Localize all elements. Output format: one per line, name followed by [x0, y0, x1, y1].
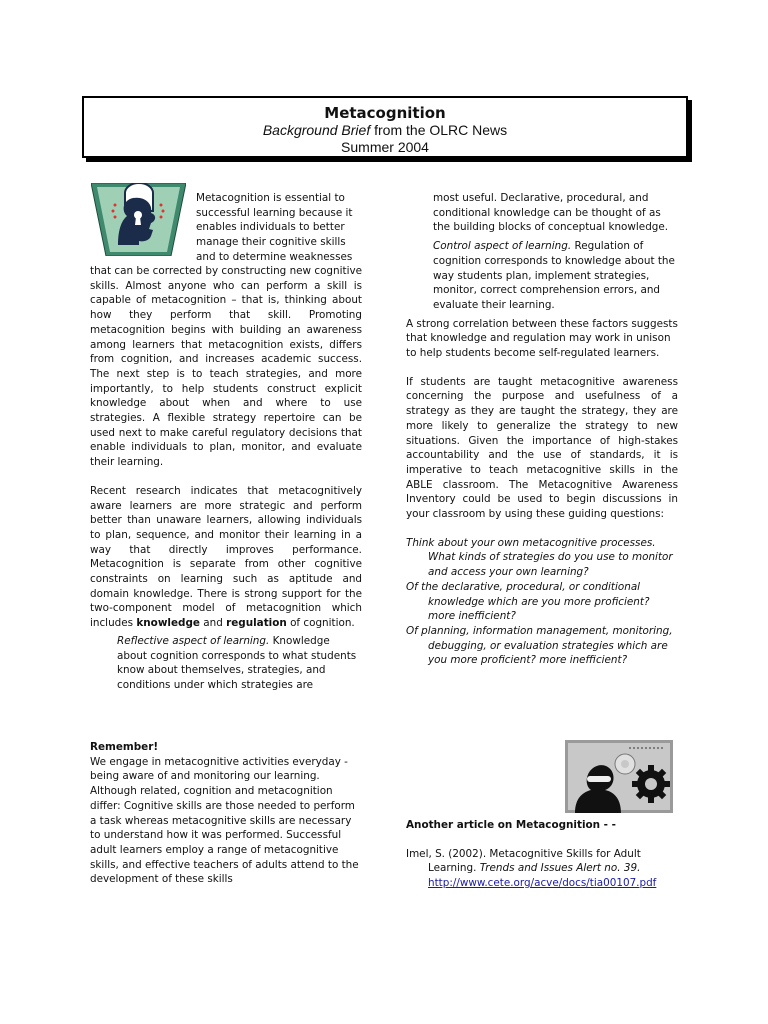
control-paragraph: [406, 239, 678, 313]
reference-link[interactable]: http://www.cete.org/acve/docs/tia00107.pdf: [428, 877, 657, 890]
remember-heading: Remember!: [90, 741, 159, 753]
head-keyhole-icon: [91, 183, 186, 256]
control-label: Control aspect of learning.: [433, 240, 572, 253]
subtitle-rest: from the OLRC News: [370, 122, 508, 138]
remember-text: We engage in metacognitive activities everyday - being aware of and monitoring our learning. Although related, cognition and metacognition differ: Cognitive skills are those needed to perform a task whereas metacognitive skills are necessary to understand how it was performed. Successful adult learners employ a range of metacognitive skills, and effective teachers of adults attend to the development of these skills: [90, 755, 359, 886]
question-item: Of the declarative, procedural, or conditional knowledge which are you more proficient? more inefficient?: [406, 580, 650, 623]
reference-entry: [406, 847, 686, 891]
remember-box: [90, 740, 362, 887]
research-paragraph: [90, 484, 362, 631]
research-end: of cognition.: [286, 617, 355, 630]
question-item: Think about your own metacognitive processes.: [406, 536, 656, 549]
reflective-text: Knowledge about cognition corresponds to what students know about themselves, strategies, and conditions under which strategies are: [117, 634, 357, 691]
page-title: Metacognition: [324, 104, 446, 122]
intro-line: and to determine weaknesses: [196, 250, 353, 263]
bold-knowledge: knowledge: [136, 617, 200, 630]
reflective-label: Reflective aspect of learning.: [117, 634, 270, 647]
left-column: [90, 264, 362, 693]
reference-series: Trends and Issues Alert no. 39.: [479, 862, 641, 875]
subtitle-italic: Background Brief: [262, 122, 371, 138]
intro-wrap: [196, 191, 362, 265]
question-item: What kinds of strategies do you use to monitor and access your own learning?: [428, 551, 673, 579]
question-item: Of planning, information management, monitoring, debugging, or evaluation strategies which are you more proficient? more inefficient?: [406, 624, 673, 667]
header-box: [82, 96, 688, 158]
correlation-paragraph: A strong correlation between these factors suggests that knowledge and regulation may work in unison to help students become self-regulated learners.: [406, 317, 678, 360]
right-column: [406, 191, 678, 668]
awareness-paragraph: If students are taught metacognitive awareness concerning the purpose and usefulness of a strategy as they are taught the strategy, they are more likely to generalize the strategy to new situations. Given the importance of high-stakes accountability and the use of standards, it is imperative to teach metacognitive skills in the ABLE classroom. The Metacognitive Awareness Inventory could be used to begin discussions in your classroom by using these guiding questions:: [406, 375, 678, 521]
intro-paragraph-rest: that can be corrected by constructing new cognitive skills. Almost anyone who can perform a skill is capable of metacognition – that is, thinking about how they perform that skill. Promoting metacognition begins with building an awareness among learners that metacognition exists, differs from cognition, and increases academic success. The next step is to teach strategies, and more importantly, to help students construct explicit knowledge about when and where to use strategies. A flexible strategy repertoire can be used next to make careful regulatory decisions that enable individuals to plan, monitor, and evaluate their learning.: [90, 265, 362, 469]
guiding-questions: [406, 536, 678, 668]
intro-line: enables individuals to better: [196, 221, 345, 234]
and-text: and: [199, 617, 227, 630]
research-text: Recent research indicates that metacognitively aware learners are more strategic and perform better than unaware learners, allowing individuals to plan, sequence, and monitor their learning in a way that directly improves performance. Metacognition is separate from other cognitive constraints on learning such as aptitude and domain knowledge. There is strong support for the two-component model of metacognition which includes: [90, 484, 362, 630]
declarative-paragraph: most useful. Declarative, procedural, and conditional knowledge can be thought of as the building blocks of conceptual knowledge.: [433, 192, 669, 234]
thinking-gears-icon: [565, 740, 673, 813]
issue-date: Summer 2004: [341, 139, 429, 155]
bold-regulation: regulation: [226, 617, 287, 630]
intro-line: manage their cognitive skills: [196, 236, 346, 249]
another-article-heading: Another article on Metacognition - -: [406, 819, 616, 831]
intro-line: Metacognition is essential to: [196, 192, 345, 204]
intro-line: successful learning because it: [196, 206, 353, 219]
reference-section: [406, 818, 686, 891]
control-text: Regulation of cognition corresponds to knowledge about the way students plan, implement strategies, monitor, correct comprehension errors, and evaluate their learning.: [433, 240, 675, 311]
page-subtitle: [84, 122, 686, 139]
reference-text: Imel, S. (2002). Metacognitive Skills for Adult Learning.: [406, 847, 641, 875]
reflective-paragraph: [90, 634, 362, 693]
